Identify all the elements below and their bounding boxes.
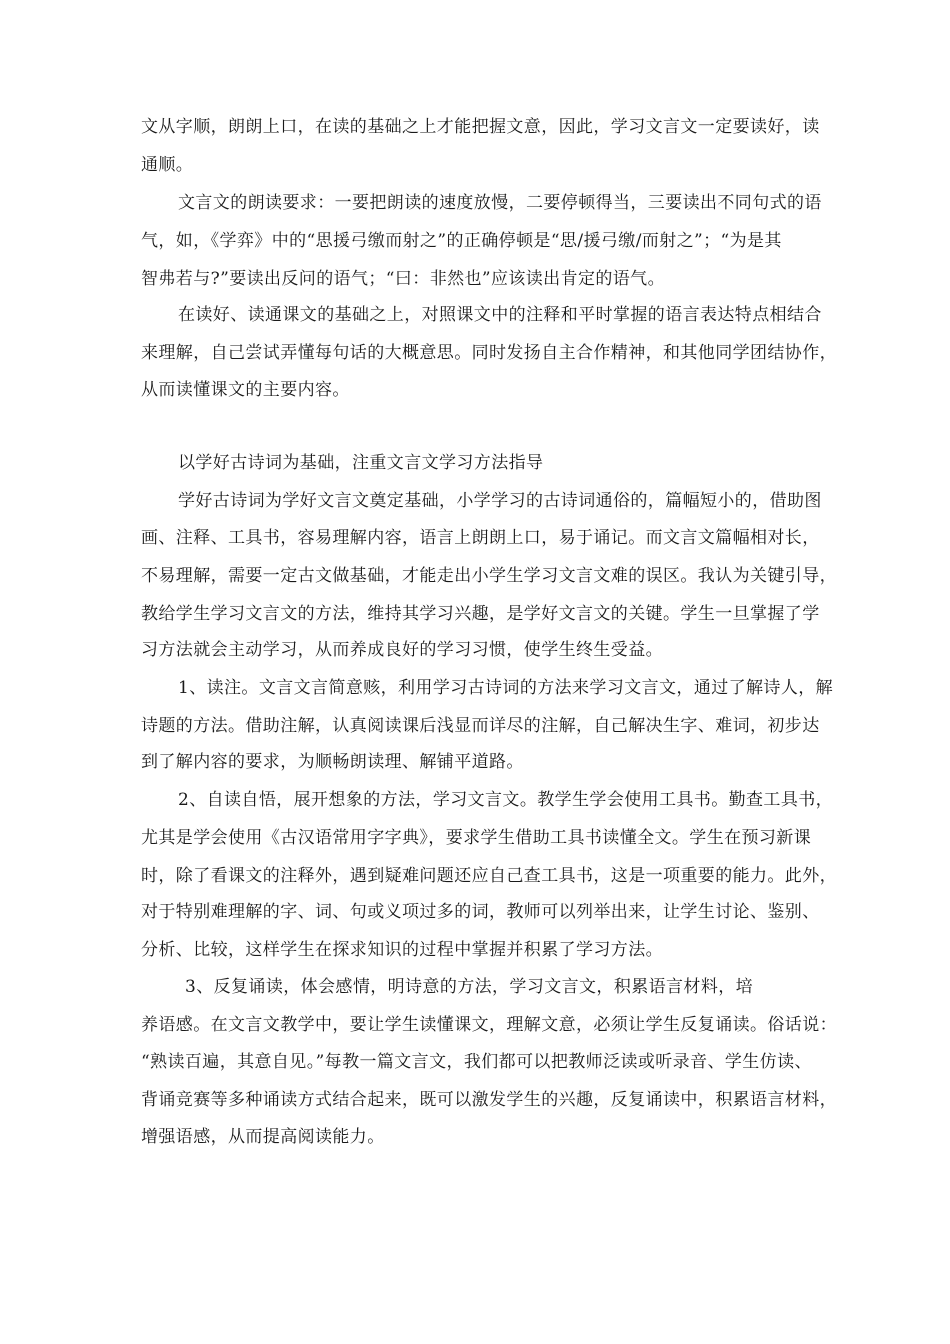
text-line: 养语感。在文言文教学中，要让学生读懂课文，理解文意，必须让学生反复诵读。俗话说： [141, 1015, 837, 1035]
text-line: 尤其是学会使用《古汉语常用字字典》，要求学生借助工具书读懂全文。学生在预习新课 [141, 828, 812, 848]
text-line: 文从字顺，朗朗上口，在读的基础之上才能把握文意，因此，学习文言文一定要读好，读 [141, 117, 820, 137]
text-line: 诗题的方法。借助注解，认真阅读课后浅显而详尽的注解，自己解决生字、难词，初步达 [141, 716, 820, 736]
section-heading: 以学好古诗词为基础，注重文言文学习方法指导 [178, 453, 544, 473]
text-line: 在读好、读通课文的基础之上，对照课文中的注释和平时掌握的语言表达特点相结合 [178, 305, 822, 325]
list-item-text: 3、反复诵读，体会感情，明诗意的方法，学习文言文，积累语言材料，培 [185, 977, 754, 997]
text-line: 习方法就会主动学习，从而养成良好的学习习惯，使学生终生受益。 [141, 640, 663, 660]
list-item-text: 1、读注。文言文言简意赅，利用学习古诗词的方法来学习文言文，通过了解诗人，解 [178, 678, 834, 698]
list-item-text: 2、自读自悟，展开想象的方法，学习文言文。教学生学会使用工具书。勤查工具书， [178, 790, 834, 810]
text-line: 画、注释、工具书，容易理解内容，语言上朗朗上口，易于诵记。而文言文篇幅相对长， [141, 528, 820, 548]
text-line: 对于特别难理解的字、词、句或义项过多的词，教师可以列举出来，让学生讨论、鉴别、 [141, 902, 820, 922]
text-line: 学好古诗词为学好文言文奠定基础，小学学习的古诗词通俗的，篇幅短小的，借助图 [178, 491, 822, 511]
text-line: 分析、比较，这样学生在探求知识的过程中掌握并积累了学习方法。 [141, 940, 663, 960]
text-line: 背诵竞赛等多种诵读方式结合起来，既可以激发学生的兴趣，反复诵读中，积累语言材料， [141, 1090, 837, 1110]
text-line: 气，如，《学弈》中的“思援弓缴而射之”的正确停顿是“思/援弓缴/而射之”；“为是其 [141, 231, 782, 251]
text-line: 从而读懂课文的主要内容。 [141, 380, 350, 400]
text-line: 来理解，自己尝试弄懂每句话的大概意思。同时发扬自主合作精神，和其他同学团结协作， [141, 343, 837, 363]
text-line: 时，除了看课文的注释外，遇到疑难问题还应自己查工具书，这是一项重要的能力。此外， [141, 866, 837, 886]
text-line: 智弗若与?”要读出反问的语气；“曰：非然也”应该读出肯定的语气。 [141, 269, 665, 289]
text-line: “熟读百遍，其意自见。”每教一篇文言文，我们都可以把教师泛读或听录音、学生仿读、 [141, 1052, 812, 1072]
text-line: 文言文的朗读要求：一要把朗读的速度放慢，二要停顿得当，三要读出不同句式的语 [178, 193, 822, 213]
text-line: 教给学生学习文言文的方法，维持其学习兴趣，是学好文言文的关键。学生一旦掌握了学 [141, 604, 820, 624]
text-line: 增强语感，从而提高阅读能力。 [141, 1127, 385, 1147]
text-line: 通顺。 [141, 155, 194, 175]
text-line: 不易理解，需要一定古文做基础，才能走出小学生学习文言文难的误区。我认为关键引导， [141, 566, 837, 586]
text-line: 到了解内容的要求，为顺畅朗读理、解铺平道路。 [141, 752, 524, 772]
